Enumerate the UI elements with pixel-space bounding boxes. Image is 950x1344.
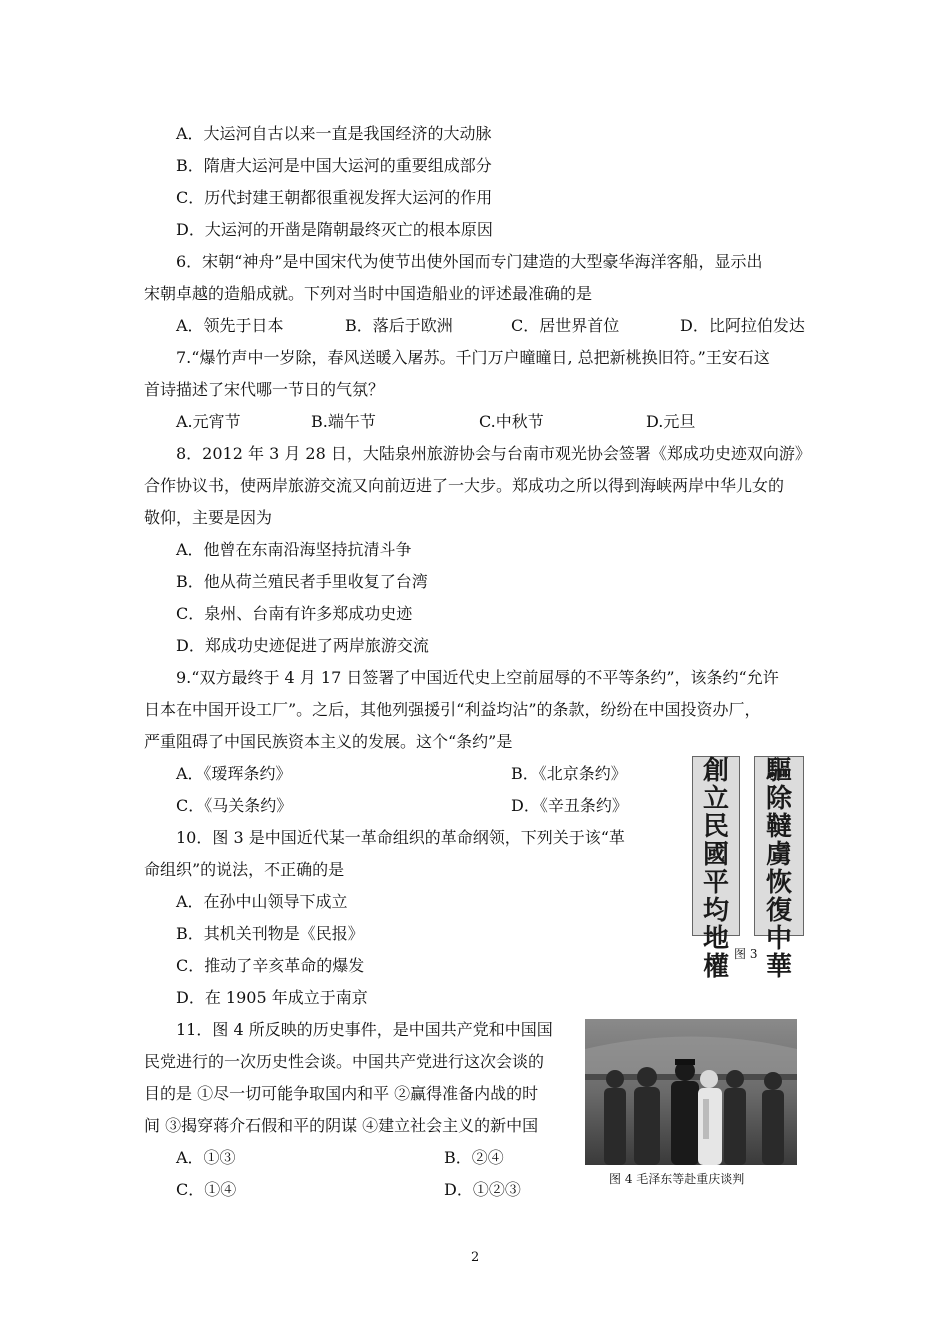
q8-stem-line3: 敬仰，主要是因为 bbox=[144, 508, 273, 527]
q8-stem-line2: 合作协议书，使两岸旅游交流又向前迈进了一大步。郑成功之所以得到海峡两岸中华儿女的 bbox=[144, 476, 785, 495]
figure3-caption: 图 3 bbox=[734, 947, 758, 961]
left-scroll-char-2: 立 bbox=[702, 784, 729, 814]
q8-option-d: D．郑成功史迹促进了两岸旅游交流 bbox=[176, 636, 429, 655]
q9-option-c: C．《马关条约》 bbox=[176, 796, 293, 815]
left-scroll-char-7: 地 bbox=[702, 924, 729, 954]
q9-option-a: A．《瑷珲条约》 bbox=[176, 764, 292, 783]
q9-stem-line1: 9.“双方最终于 4 月 17 日签署了中国近代史上空前屈辱的不平等条约”，该条约“允许 bbox=[176, 668, 779, 687]
q7-option-d: D.元旦 bbox=[646, 412, 696, 431]
q11-stem-line4: 间 ③揭穿蒋介石假和平的阴谋 ④建立社会主义的新中国 bbox=[144, 1116, 539, 1135]
q10-option-a: A．在孙中山领导下成立 bbox=[176, 892, 348, 911]
q6-option-a: A．领先于日本 bbox=[176, 316, 284, 335]
q8-stem-line1: 8．2012 年 3 月 28 日，大陆泉州旅游协会与台南市观光协会签署《郑成功史迹双向游》 bbox=[176, 444, 811, 463]
q5-option-c: C．历代封建王朝都很重视发挥大运河的作用 bbox=[176, 188, 493, 207]
right-scroll-char-6: 復 bbox=[765, 896, 792, 926]
left-scroll-char-5: 平 bbox=[702, 868, 729, 898]
q7-option-a: A.元宵节 bbox=[176, 412, 241, 431]
page-number: 2 bbox=[471, 1250, 480, 1265]
q6-option-d: D．比阿拉伯发达 bbox=[680, 316, 805, 335]
q10-stem-line2: 命组织”的说法，不正确的是 bbox=[144, 860, 345, 879]
q6-option-b: B．落后于欧洲 bbox=[345, 316, 453, 335]
q7-stem-line2: 首诗描述了宋代哪一节日的气氛？ bbox=[144, 380, 385, 399]
q10-stem-line1: 10．图 3 是中国近代某一革命组织的革命纲领，下列关于该“革 bbox=[176, 828, 625, 847]
q6-stem-line2: 宋朝卓越的造船成就。下列对当时中国造船业的评述最准确的是 bbox=[144, 284, 593, 303]
q7-option-b: B.端午节 bbox=[311, 412, 376, 431]
left-scroll-char-8: 權 bbox=[702, 952, 729, 982]
q6-stem-line1: 6．宋朝“神舟”是中国宋代为使节出使外国而专门建造的大型豪华海洋客船，显示出 bbox=[176, 252, 763, 271]
q5-option-b: B．隋唐大运河是中国大运河的重要组成部分 bbox=[176, 156, 492, 175]
q6-option-c: C．居世界首位 bbox=[511, 316, 620, 335]
right-scroll-char-1: 驅 bbox=[765, 756, 792, 786]
right-scroll-char-7: 中 bbox=[765, 924, 792, 954]
q10-option-c: C．推动了辛亥革命的爆发 bbox=[176, 956, 365, 975]
q8-option-c: C．泉州、台南有许多郑成功史迹 bbox=[176, 604, 413, 623]
q11-option-c: C．①④ bbox=[176, 1180, 237, 1199]
q11-option-b: B．②④ bbox=[444, 1148, 504, 1167]
photo-illustration bbox=[585, 1019, 797, 1165]
figure3-left-scroll bbox=[692, 756, 740, 982]
q9-stem-line2: 日本在中国开设工厂”。之后，其他列强援引“利益均沾”的条款，纷纷在中国投资办厂， bbox=[144, 700, 761, 719]
left-scroll-char-3: 民 bbox=[702, 812, 729, 842]
left-scroll-char-4: 國 bbox=[702, 840, 729, 870]
right-scroll-char-8: 華 bbox=[765, 952, 792, 982]
figure3-right-scroll bbox=[754, 756, 804, 982]
q11-option-d: D．①②③ bbox=[444, 1180, 521, 1199]
figure4-caption: 图 4 毛泽东等赴重庆谈判 bbox=[609, 1172, 745, 1186]
q7-stem-line1: 7.“爆竹声中一岁除，春风送暖入屠苏。千门万户曈曈日, 总把新桃换旧符。”王安石这 bbox=[176, 348, 770, 367]
q8-option-a: A．他曾在东南沿海坚持抗清斗争 bbox=[176, 540, 412, 559]
q5-option-d: D．大运河的开凿是隋朝最终灭亡的根本原因 bbox=[176, 220, 493, 239]
right-scroll-char-5: 恢 bbox=[765, 868, 792, 898]
q10-option-d: D．在 1905 年成立于南京 bbox=[176, 988, 368, 1007]
q5-option-a: A．大运河自古以来一直是我国经济的大动脉 bbox=[176, 124, 492, 143]
q7-option-c: C.中秋节 bbox=[479, 412, 544, 431]
q11-stem-line2: 民党进行的一次历史性会谈。中国共产党进行这次会谈的 bbox=[144, 1052, 545, 1071]
q9-option-b: B．《北京条约》 bbox=[511, 764, 627, 783]
q9-option-d: D．《辛丑条约》 bbox=[511, 796, 628, 815]
left-scroll-char-6: 均 bbox=[702, 896, 729, 926]
q10-option-b: B．其机关刊物是《民报》 bbox=[176, 924, 364, 943]
q11-option-a: A．①③ bbox=[176, 1148, 236, 1167]
right-scroll-char-2: 除 bbox=[765, 784, 792, 814]
q9-stem-line3: 严重阻碍了中国民族资本主义的发展。这个“条约”是 bbox=[144, 732, 513, 751]
q8-option-b: B．他从荷兰殖民者手里收复了台湾 bbox=[176, 572, 428, 591]
q11-stem-line3: 目的是 ①尽一切可能争取国内和平 ②赢得准备内战的时 bbox=[144, 1084, 539, 1103]
left-scroll-char-1: 創 bbox=[702, 756, 729, 786]
q11-stem-line1: 11．图 4 所反映的历史事件，是中国共产党和中国国 bbox=[176, 1020, 553, 1039]
right-scroll-char-3: 韃 bbox=[765, 812, 792, 842]
right-scroll-char-4: 虜 bbox=[765, 840, 792, 870]
figure4-photo bbox=[585, 1019, 797, 1165]
